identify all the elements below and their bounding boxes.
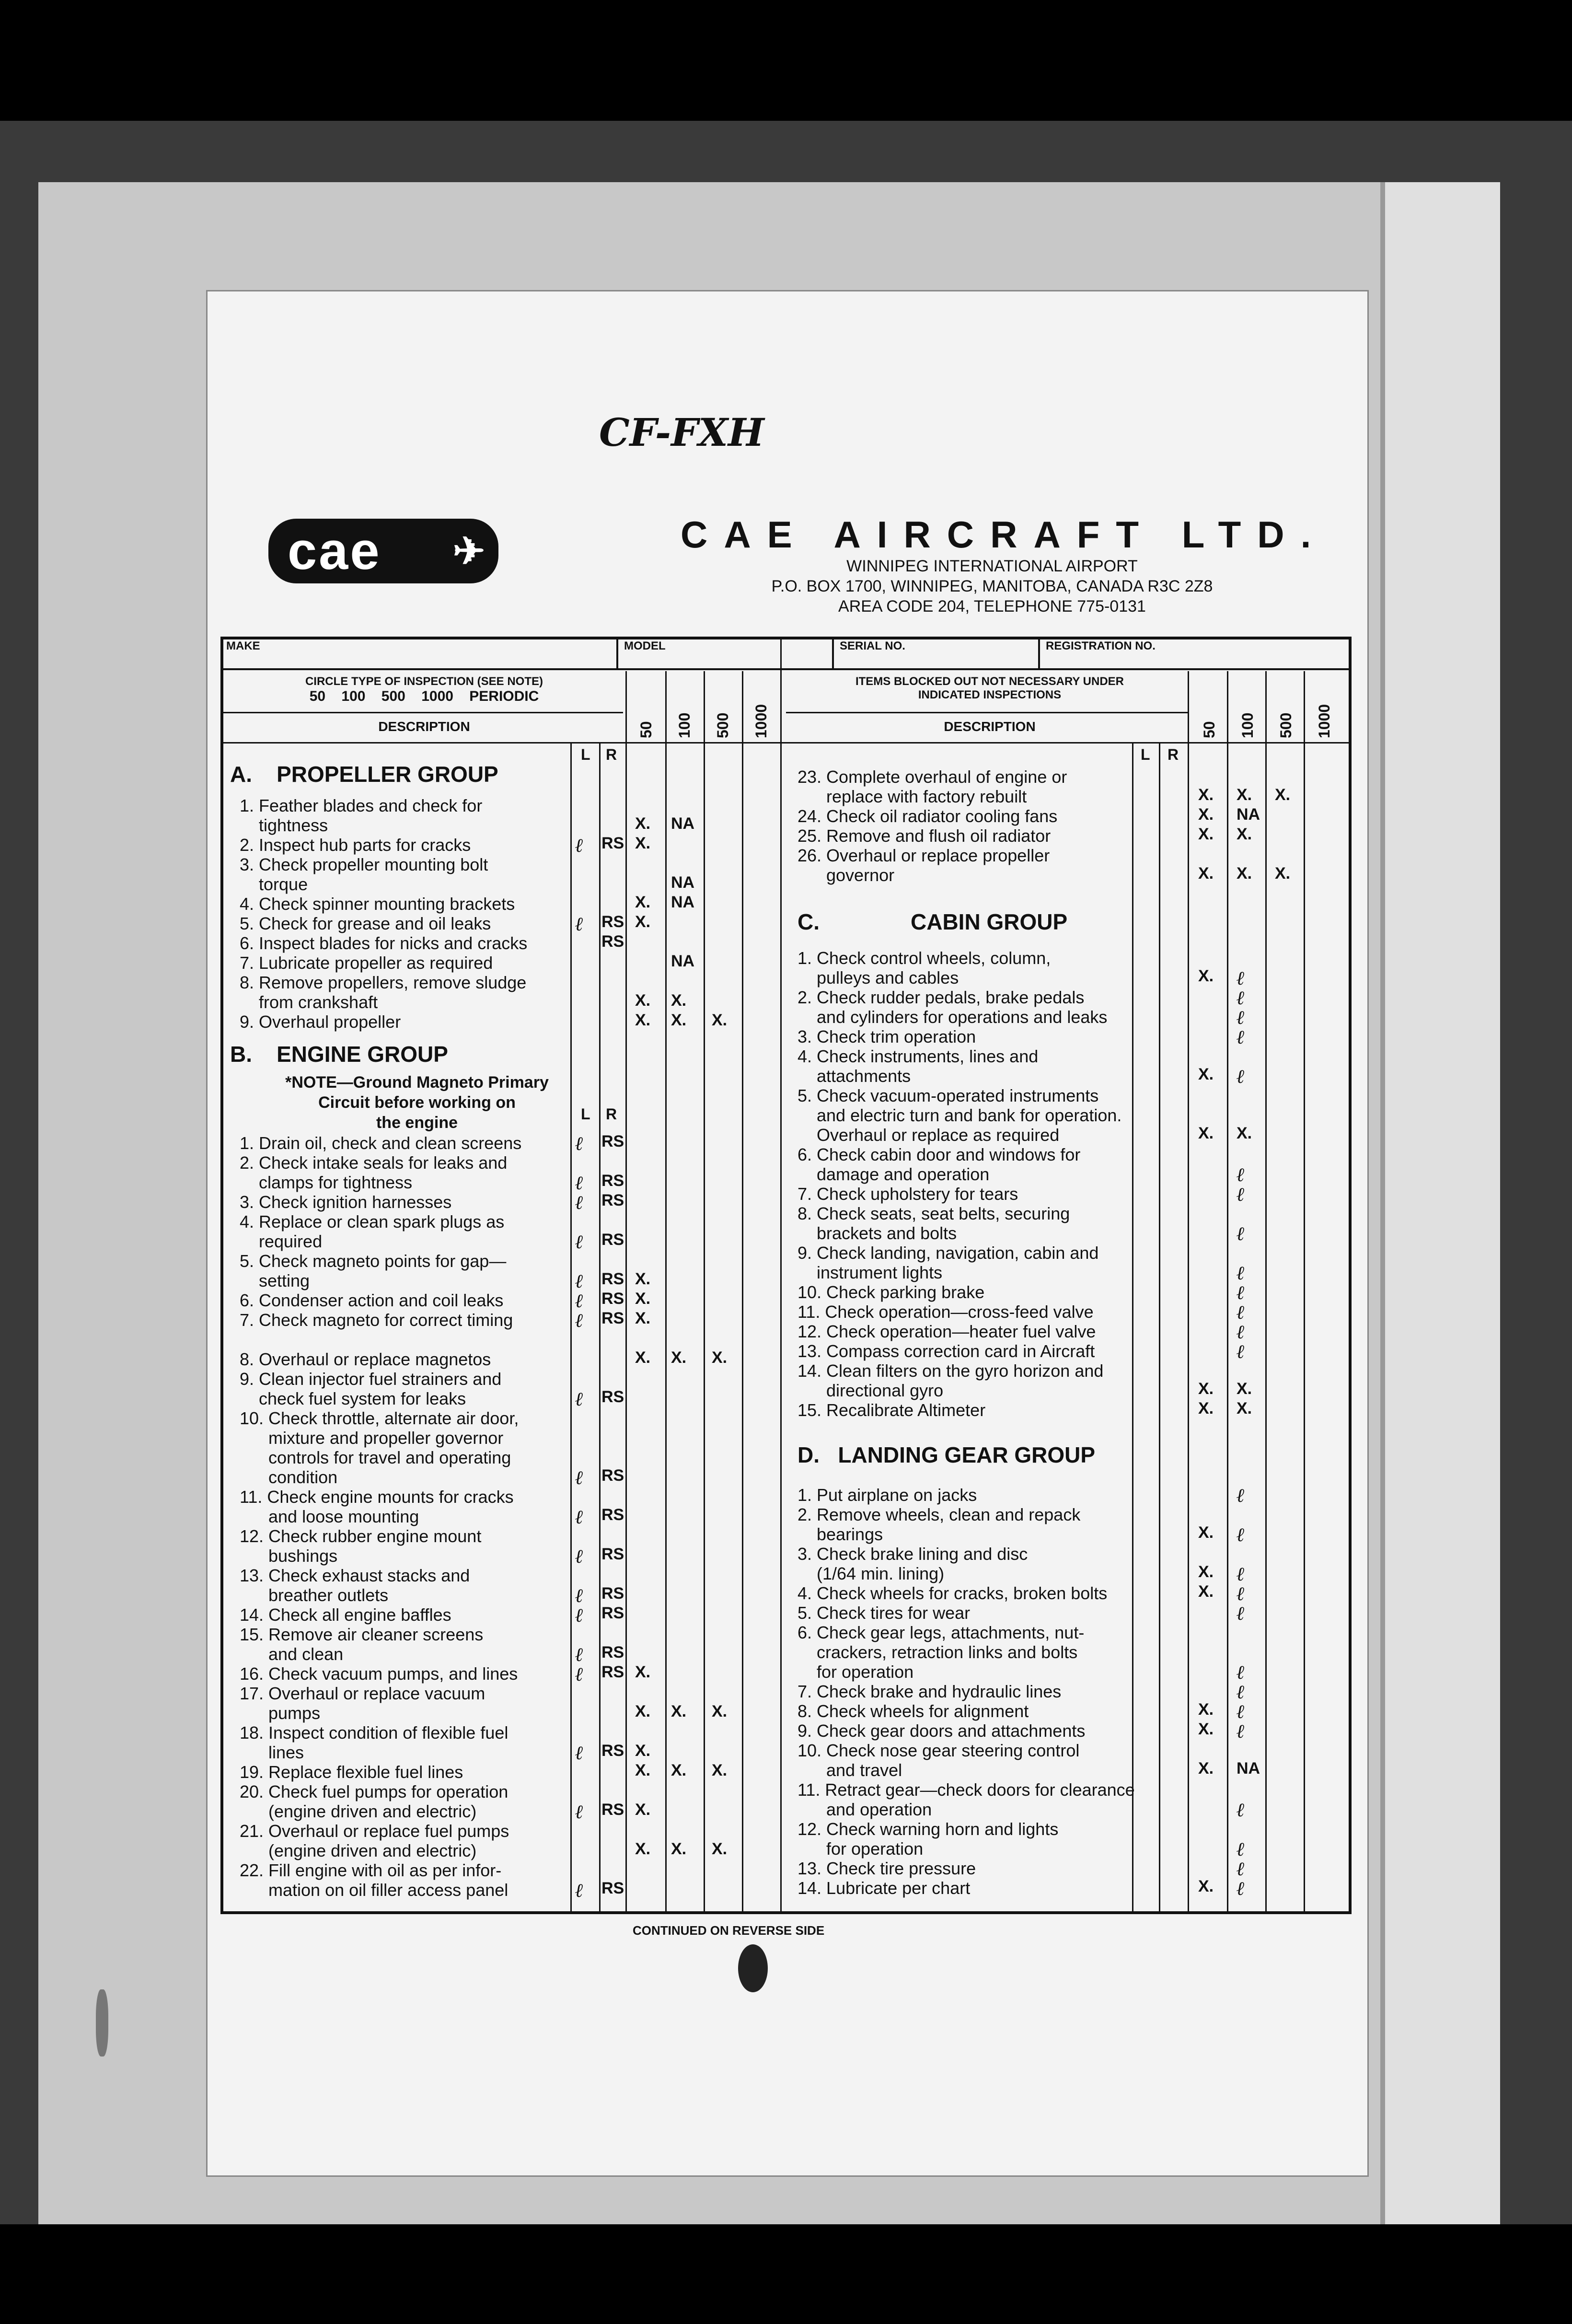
checklist-item: torque xyxy=(240,874,308,894)
check-mark: ℓ xyxy=(575,1801,584,1823)
company-name: CAE AIRCRAFT LTD. xyxy=(681,513,1328,556)
x-mark: X. xyxy=(1198,1124,1214,1142)
right-side-label: R xyxy=(606,1105,617,1123)
checklist-item: 5. Check vacuum-operated instruments xyxy=(798,1086,1099,1105)
initials-mark: RS xyxy=(601,1290,624,1308)
column-rule xyxy=(625,671,627,1914)
checklist-item: 7. Check upholstery for tears xyxy=(798,1184,1018,1204)
checklist-item: bushings xyxy=(240,1546,338,1566)
checklist-item: governor xyxy=(798,865,895,885)
check-mark: ℓ xyxy=(575,1742,584,1764)
cae-logo xyxy=(268,519,498,583)
group-d-title: D. LANDING GEAR GROUP xyxy=(798,1442,1096,1467)
circle-type-label: CIRCLE TYPE OF INSPECTION (SEE NOTE) xyxy=(305,675,543,688)
engine-note-3: the engine xyxy=(376,1114,458,1132)
checklist-item: setting xyxy=(240,1271,310,1290)
checklist-item: for operation xyxy=(798,1839,924,1859)
column-rule xyxy=(780,637,782,1914)
x-mark: X. xyxy=(635,1702,651,1720)
group-b-title: B. ENGINE GROUP xyxy=(230,1042,448,1067)
checklist-item: 5. Check for grease and oil leaks xyxy=(240,914,491,933)
checklist-item: mation on oil filler access panel xyxy=(240,1880,509,1900)
check-mark: ℓ xyxy=(1237,1661,1245,1684)
checklist-item: 6. Inspect blades for nicks and cracks xyxy=(240,933,528,953)
check-mark: ℓ xyxy=(1237,1700,1245,1723)
checklist-item: 7. Check brake and hydraulic lines xyxy=(798,1682,1062,1701)
interval-col-500: 500 xyxy=(1277,712,1295,738)
check-mark: ℓ xyxy=(575,1879,584,1902)
engine-note-2: Circuit before working on xyxy=(318,1093,516,1112)
left-side-label: L xyxy=(581,746,590,763)
checklist-item: 6. Check cabin door and windows for xyxy=(798,1145,1081,1164)
checklist-item: 10. Check parking brake xyxy=(798,1282,985,1302)
initials-mark: RS xyxy=(601,1545,624,1563)
na-mark: NA xyxy=(671,814,695,833)
right-description-head: DESCRIPTION xyxy=(944,719,1036,734)
na-mark: NA xyxy=(671,893,695,911)
check-mark: ℓ xyxy=(575,834,584,857)
checklist-item: 14. Lubricate per chart xyxy=(798,1878,971,1898)
initials-mark: RS xyxy=(601,1388,624,1406)
checklist-item: condition xyxy=(240,1467,338,1487)
check-mark: ℓ xyxy=(575,1132,584,1155)
initials-mark: RS xyxy=(601,1663,624,1681)
check-mark: ℓ xyxy=(1237,1163,1245,1186)
serial-field[interactable]: SERIAL NO. xyxy=(834,637,1040,670)
initials-mark: RS xyxy=(601,834,624,852)
checklist-item: mixture and propeller governor xyxy=(240,1428,504,1448)
x-mark: X. xyxy=(635,1840,651,1858)
check-mark: ℓ xyxy=(575,1604,584,1627)
check-mark: ℓ xyxy=(1237,1563,1245,1585)
checklist-item: 1. Put airplane on jacks xyxy=(798,1485,977,1505)
x-mark: X. xyxy=(635,1309,651,1327)
check-mark: ℓ xyxy=(1237,1301,1245,1324)
check-mark: ℓ xyxy=(575,1309,584,1332)
x-mark: X. xyxy=(635,814,651,833)
checklist-item: Overhaul or replace as required xyxy=(798,1125,1060,1145)
checklist-item: 11. Check engine mounts for cracks xyxy=(240,1487,514,1507)
checklist-item: 25. Remove and flush oil radiator xyxy=(798,826,1051,846)
handwritten-registration: CF-FXH xyxy=(599,410,764,455)
logo-text: cae xyxy=(288,522,381,581)
left-side-label: L xyxy=(1141,746,1150,763)
checklist-item: crackers, retraction links and bolts xyxy=(798,1642,1078,1662)
x-mark: X. xyxy=(671,1348,687,1367)
column-rule xyxy=(742,671,743,1914)
check-mark: ℓ xyxy=(575,1643,584,1666)
check-mark: ℓ xyxy=(1237,1281,1245,1304)
interval-col-50: 50 xyxy=(1201,721,1218,738)
x-mark: X. xyxy=(635,1801,651,1819)
checklist-item: (engine driven and electric) xyxy=(240,1841,477,1860)
initials-mark: RS xyxy=(601,932,624,951)
checklist-item: 4. Check instruments, lines and xyxy=(798,1046,1039,1066)
checklist-item: 11. Retract gear—check doors for clearance xyxy=(798,1780,1135,1800)
x-mark: X. xyxy=(1198,967,1214,985)
group-c-letter: C. xyxy=(798,909,820,934)
checklist-item: damage and operation xyxy=(798,1164,990,1184)
x-mark: X. xyxy=(671,1702,687,1720)
x-mark: X. xyxy=(1237,1399,1252,1418)
x-mark: X. xyxy=(1237,1380,1252,1398)
check-mark: ℓ xyxy=(575,1663,584,1685)
checklist-item: pulleys and cables xyxy=(798,968,959,988)
checklist-item: 22. Fill engine with oil as per infor- xyxy=(240,1860,502,1880)
checklist-item: 2. Check rudder pedals, brake pedals xyxy=(798,988,1085,1007)
checklist-item: 2. Inspect hub parts for cracks xyxy=(240,835,471,855)
column-rule xyxy=(665,671,667,1914)
check-mark: ℓ xyxy=(1237,1838,1245,1860)
check-mark: ℓ xyxy=(1237,1321,1245,1343)
na-mark: NA xyxy=(1237,805,1260,824)
checklist-item: required xyxy=(240,1232,323,1251)
checklist-item: replace with factory rebuilt xyxy=(798,787,1027,806)
x-mark: X. xyxy=(1198,1399,1214,1418)
address-line-2: P.O. BOX 1700, WINNIPEG, MANITOBA, CANADA R3C 2Z8 xyxy=(771,577,1213,595)
x-mark: X. xyxy=(1198,786,1214,804)
x-mark: X. xyxy=(1198,1700,1214,1719)
checklist-item: 26. Overhaul or replace propeller xyxy=(798,846,1050,865)
x-mark: X. xyxy=(1198,1563,1214,1581)
checklist-item: 2. Check intake seals for leaks and xyxy=(240,1153,508,1173)
check-mark: ℓ xyxy=(1237,1340,1245,1363)
checklist-item: 13. Check exhaust stacks and xyxy=(240,1566,470,1585)
checklist-item: 13. Compass correction card in Aircraft xyxy=(798,1341,1095,1361)
column-rule xyxy=(1132,742,1133,1914)
right-side-label: R xyxy=(1167,746,1179,763)
check-mark: ℓ xyxy=(1237,1026,1245,1048)
initials-mark: RS xyxy=(601,1879,624,1897)
checklist-item: 19. Replace flexible fuel lines xyxy=(240,1762,463,1782)
x-mark: X. xyxy=(1198,805,1214,824)
checklist-item: 3. Check brake lining and disc xyxy=(798,1544,1028,1564)
checklist-item: clamps for tightness xyxy=(240,1173,413,1192)
checklist-item: 1. Drain oil, check and clean screens xyxy=(240,1133,522,1153)
checklist-item: tightness xyxy=(240,815,328,835)
initials-mark: RS xyxy=(601,1172,624,1190)
divider xyxy=(220,712,623,713)
group-c-title: CABIN GROUP xyxy=(911,909,1068,934)
checklist-item: 8. Remove propellers, remove sludge xyxy=(240,973,527,992)
check-mark: ℓ xyxy=(1237,1065,1245,1088)
blocked-note: ITEMS BLOCKED OUT NOT NECESSARY UNDER xyxy=(855,675,1124,688)
checklist-item: 3. Check propeller mounting bolt xyxy=(240,855,488,874)
initials-mark: RS xyxy=(601,1231,624,1249)
checklist-item: and travel xyxy=(798,1760,902,1780)
x-mark: X. xyxy=(1275,786,1291,804)
checklist-item: 9. Check landing, navigation, cabin and xyxy=(798,1243,1099,1263)
initials-mark: RS xyxy=(601,1309,624,1327)
x-mark: X. xyxy=(671,991,687,1010)
engine-note-1: *NOTE—Ground Magneto Primary xyxy=(285,1073,549,1092)
checklist-item: 7. Check magneto for correct timing xyxy=(240,1310,513,1330)
x-mark: X. xyxy=(1198,1759,1214,1778)
x-mark: X. xyxy=(635,991,651,1010)
column-rule xyxy=(704,671,705,1914)
initials-mark: RS xyxy=(601,1506,624,1524)
checklist-item: for operation xyxy=(798,1662,914,1682)
checklist-item: 17. Overhaul or replace vacuum xyxy=(240,1684,485,1703)
x-mark: X. xyxy=(635,1290,651,1308)
checklist-item: 1. Check control wheels, column, xyxy=(798,948,1051,968)
check-mark: ℓ xyxy=(1237,967,1245,989)
x-mark: X. xyxy=(1198,1877,1214,1895)
na-mark: NA xyxy=(1237,1759,1260,1778)
x-mark: X. xyxy=(635,1270,651,1288)
initials-mark: RS xyxy=(601,913,624,931)
checklist-item: 8. Check seats, seat belts, securing xyxy=(798,1204,1070,1223)
divider xyxy=(220,742,1352,744)
check-mark: ℓ xyxy=(1237,1799,1245,1821)
x-mark: X. xyxy=(712,1840,728,1858)
checklist-item: controls for travel and operating xyxy=(240,1448,511,1467)
x-mark: X. xyxy=(635,893,651,911)
x-mark: X. xyxy=(1237,864,1252,883)
checklist-item: 8. Overhaul or replace magnetos xyxy=(240,1349,491,1369)
check-mark: ℓ xyxy=(575,1270,584,1292)
check-mark: ℓ xyxy=(1237,1602,1245,1625)
left-description-head: DESCRIPTION xyxy=(378,719,470,734)
checklist-item: 20. Check fuel pumps for operation xyxy=(240,1782,509,1801)
checklist-item: 9. Clean injector fuel strainers and xyxy=(240,1369,502,1389)
check-mark: ℓ xyxy=(575,1231,584,1253)
x-mark: X. xyxy=(1198,1523,1214,1542)
interval-col-50: 50 xyxy=(637,721,655,738)
airplane-icon: ✈ xyxy=(452,530,487,572)
checklist-item: 8. Check wheels for alignment xyxy=(798,1701,1029,1721)
checklist-item: 18. Inspect condition of flexible fuel xyxy=(240,1723,509,1743)
check-mark: ℓ xyxy=(575,1388,584,1410)
checklist-item: 6. Condenser action and coil leaks xyxy=(240,1290,504,1310)
x-mark: X. xyxy=(671,1011,687,1029)
column-rule xyxy=(1265,671,1267,1914)
initials-mark: RS xyxy=(601,1132,624,1150)
check-mark: ℓ xyxy=(575,1466,584,1489)
x-mark: X. xyxy=(712,1702,728,1720)
checklist-item: 12. Check rubber engine mount xyxy=(240,1526,482,1546)
column-rule xyxy=(570,742,572,1914)
x-mark: X. xyxy=(1198,1720,1214,1738)
check-mark: ℓ xyxy=(1237,1222,1245,1245)
divider xyxy=(786,712,1189,713)
x-mark: X. xyxy=(635,834,651,852)
checklist-item: 24. Check oil radiator cooling fans xyxy=(798,806,1058,826)
column-rule xyxy=(1227,671,1228,1914)
check-mark: ℓ xyxy=(1237,1006,1245,1029)
checklist-item: 4. Replace or clean spark plugs as xyxy=(240,1212,505,1232)
check-mark: ℓ xyxy=(1237,1484,1245,1507)
checklist-item: and loose mounting xyxy=(240,1507,419,1526)
checklist-item: 11. Check operation—cross-feed valve xyxy=(798,1302,1094,1322)
checklist-item: 10. Check throttle, alternate air door, xyxy=(240,1408,519,1428)
checklist-item: check fuel system for leaks xyxy=(240,1389,466,1408)
check-mark: ℓ xyxy=(1237,1262,1245,1284)
interval-col-1000: 1000 xyxy=(1316,704,1333,738)
x-mark: X. xyxy=(1198,1065,1214,1083)
checklist-item: brackets and bolts xyxy=(798,1223,957,1243)
checklist-item: and operation xyxy=(798,1800,932,1819)
blocked-note-2: INDICATED INSPECTIONS xyxy=(918,688,1062,701)
x-mark: X. xyxy=(1198,825,1214,843)
checklist-item: (1/64 min. lining) xyxy=(798,1564,945,1583)
checklist-item: 21. Overhaul or replace fuel pumps xyxy=(240,1821,509,1841)
x-mark: X. xyxy=(712,1348,728,1367)
x-mark: X. xyxy=(1275,864,1291,883)
checklist-item: 23. Complete overhaul of engine or xyxy=(798,767,1067,787)
continued-note: CONTINUED ON REVERSE SIDE xyxy=(633,1923,825,1938)
x-mark: X. xyxy=(671,1840,687,1858)
checklist-item: breather outlets xyxy=(240,1585,389,1605)
checklist-item: 12. Check warning horn and lights xyxy=(798,1819,1059,1839)
check-mark: ℓ xyxy=(1237,1858,1245,1880)
check-mark: ℓ xyxy=(575,1191,584,1214)
initials-mark: RS xyxy=(601,1584,624,1603)
x-mark: X. xyxy=(635,1761,651,1779)
checklist-item: directional gyro xyxy=(798,1381,944,1400)
checklist-item: 12. Check operation—heater fuel valve xyxy=(798,1322,1096,1341)
binder-hole xyxy=(738,1944,768,1992)
checklist-item: 1. Feather blades and check for xyxy=(240,796,483,815)
checklist-item: 14. Check all engine baffles xyxy=(240,1605,451,1625)
check-mark: ℓ xyxy=(1237,1523,1245,1546)
initials-mark: RS xyxy=(601,1191,624,1209)
checklist-item: 13. Check tire pressure xyxy=(798,1859,976,1878)
x-mark: X. xyxy=(635,913,651,931)
initials-mark: RS xyxy=(601,1742,624,1760)
checklist-item: 6. Check gear legs, attachments, nut- xyxy=(798,1623,1085,1642)
check-mark: ℓ xyxy=(575,1545,584,1568)
aircraft-header-row xyxy=(220,637,1352,670)
checklist-item: and cylinders for operations and leaks xyxy=(798,1007,1108,1027)
x-mark: X. xyxy=(1237,786,1252,804)
check-mark: ℓ xyxy=(1237,1681,1245,1703)
address-line-3: AREA CODE 204, TELEPHONE 775-0131 xyxy=(838,597,1146,616)
checklist-item: 9. Overhaul propeller xyxy=(240,1012,401,1032)
x-mark: X. xyxy=(671,1761,687,1779)
checklist-item: 15. Recalibrate Altimeter xyxy=(798,1400,986,1420)
model-field[interactable]: MODEL xyxy=(618,637,834,670)
scan-smudge xyxy=(96,1989,108,2057)
x-mark: X. xyxy=(712,1011,728,1029)
checklist-item: bearings xyxy=(798,1524,883,1544)
check-mark: ℓ xyxy=(1237,1720,1245,1743)
checklist-item: 5. Check magneto points for gap— xyxy=(240,1251,507,1271)
column-rule xyxy=(1304,671,1305,1914)
checklist-item: 5. Check tires for wear xyxy=(798,1603,971,1623)
interval-col-1000: 1000 xyxy=(752,704,770,738)
na-mark: NA xyxy=(671,873,695,892)
check-mark: ℓ xyxy=(1237,1877,1245,1900)
x-mark: X. xyxy=(635,1742,651,1760)
column-rule xyxy=(1188,671,1189,1914)
check-mark: ℓ xyxy=(575,1584,584,1607)
initials-mark: RS xyxy=(601,1604,624,1622)
left-side-label: L xyxy=(581,1105,590,1123)
x-mark: X. xyxy=(1237,825,1252,843)
check-mark: ℓ xyxy=(1237,987,1245,1009)
check-mark: ℓ xyxy=(575,1506,584,1528)
column-rule xyxy=(1159,742,1160,1914)
interval-col-500: 500 xyxy=(714,712,731,738)
checklist-item: pumps xyxy=(240,1703,321,1723)
inspection-types: 50 100 500 1000 PERIODIC xyxy=(309,688,539,704)
interval-col-100: 100 xyxy=(676,712,693,738)
check-mark: ℓ xyxy=(575,1290,584,1312)
right-side-label: R xyxy=(606,746,617,763)
initials-mark: RS xyxy=(601,1643,624,1662)
initials-mark: RS xyxy=(601,1270,624,1288)
checklist-item: and clean xyxy=(240,1644,344,1664)
checklist-item: from crankshaft xyxy=(240,992,378,1012)
x-mark: X. xyxy=(635,1011,651,1029)
x-mark: X. xyxy=(712,1761,728,1779)
make-field[interactable]: MAKE xyxy=(220,637,618,670)
check-mark: ℓ xyxy=(1237,1582,1245,1605)
initials-mark: RS xyxy=(601,1466,624,1485)
checklist-item: 10. Check nose gear steering control xyxy=(798,1741,1080,1760)
checklist-item: 15. Remove air cleaner screens xyxy=(240,1625,484,1644)
na-mark: NA xyxy=(671,952,695,970)
checklist-item: 4. Check wheels for cracks, broken bolts xyxy=(798,1583,1108,1603)
group-a-title: A. PROPELLER GROUP xyxy=(230,762,498,787)
checklist-item: 9. Check gear doors and attachments xyxy=(798,1721,1086,1741)
checklist-item: instrument lights xyxy=(798,1263,943,1282)
checklist-item: (engine driven and electric) xyxy=(240,1801,477,1821)
x-mark: X. xyxy=(1237,1124,1252,1142)
address-line-1: WINNIPEG INTERNATIONAL AIRPORT xyxy=(846,557,1138,575)
column-rule xyxy=(599,742,601,1914)
x-mark: X. xyxy=(1198,864,1214,883)
x-mark: X. xyxy=(635,1663,651,1681)
checklist-item: 4. Check spinner mounting brackets xyxy=(240,894,515,914)
checklist-item: 3. Check ignition harnesses xyxy=(240,1192,452,1212)
check-mark: ℓ xyxy=(1237,1183,1245,1206)
interval-col-100: 100 xyxy=(1239,712,1256,738)
checklist-item: 3. Check trim operation xyxy=(798,1027,976,1046)
checklist-item: 14. Clean filters on the gyro horizon and xyxy=(798,1361,1104,1381)
x-mark: X. xyxy=(635,1348,651,1367)
checklist-item: 2. Remove wheels, clean and repack xyxy=(798,1505,1081,1524)
checklist-item: and electric turn and bank for operation. xyxy=(798,1105,1122,1125)
x-mark: X. xyxy=(1198,1582,1214,1601)
check-mark: ℓ xyxy=(575,913,584,935)
checklist-item: 16. Check vacuum pumps, and lines xyxy=(240,1664,518,1684)
checklist-item: attachments xyxy=(798,1066,911,1086)
registration-field[interactable]: REGISTRATION NO. xyxy=(1046,639,1156,652)
board-edge xyxy=(1380,182,1500,2224)
x-mark: X. xyxy=(1198,1380,1214,1398)
checklist-item: lines xyxy=(240,1743,304,1762)
initials-mark: RS xyxy=(601,1801,624,1819)
check-mark: ℓ xyxy=(575,1172,584,1194)
checklist-item: 7. Lubricate propeller as required xyxy=(240,953,493,973)
